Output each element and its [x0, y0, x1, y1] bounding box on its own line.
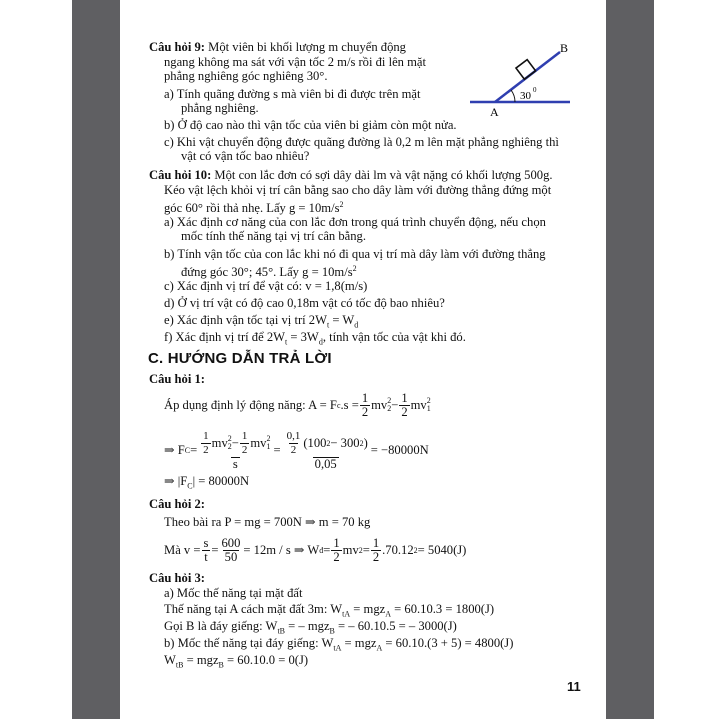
q10-part-b1: b) Tính vận tốc của con lắc khi nó đi qua vị trí mà dây làm với đường thẳng — [164, 247, 546, 261]
q9-line3: phẳng nghiêng góc nghiêng 30°. — [164, 69, 328, 83]
q10-part-c: c) Xác định vị trí để vật có: v = 1,8(m/s) — [164, 279, 368, 293]
viewer-frame-left — [72, 0, 120, 719]
angle-arc — [511, 90, 515, 102]
q9-part-c2: vật có vận tốc bao nhiêu? — [181, 149, 310, 163]
a1-force-eq: ⇒ F C = $\frac{1}{2}$ mv 2 2 − $\frac{1}{2}$ mv 2 1 s = $\frac{0,1}{2}$ (100 2 − 300 2 ) 0,05 = −80000N — [164, 429, 429, 471]
a3-part-b: b) Mốc thế năng tại đáy giếng: $W_{tA} = mgz_A = 60.10.(3 + 5) = 4800(J)$ — [164, 636, 514, 653]
angle-label: 30 — [520, 90, 531, 102]
a3-line2: Gọi B là đáy giếng: $W_{tB}$ = – mgz$_B$ = – 60.10.5 = – 3000(J) — [164, 619, 457, 636]
a1-heading: Câu hỏi 1: — [149, 372, 205, 386]
q10-part-a2: mốc tính thế năng tại vị trí cân bằng. — [181, 229, 367, 243]
viewer-frame-right — [606, 0, 654, 719]
label-a: A — [490, 105, 499, 119]
q10-part-a1: a) Xác định cơ năng của con lắc đơn trong quá trình chuyển động, nếu chọn — [164, 215, 546, 229]
block-on-incline — [516, 60, 536, 80]
label-b: B — [560, 41, 569, 55]
q10-part-b2: đứng góc 30°; 45°. Lấy $g = 10m/s^2$ — [181, 264, 357, 280]
a2-heading: Câu hỏi 2: — [149, 497, 205, 511]
incline-figure — [460, 38, 580, 120]
q9-part-c1: c) Khi vật chuyển động được quãng đường là 0,2 m lên mặt phẳng nghiêng thì — [164, 135, 559, 149]
q10-line2: Kéo vật lệch khỏi vị trí cân bằng sao cho dây làm với đường thẳng đứng một — [164, 183, 552, 197]
a1-abs-force: ⇒ $|F_C| = 80000N$ — [164, 474, 250, 491]
q10-line3: góc 60° rồi thả nhẹ. Lấy $g = 10m/s^2$ — [164, 200, 344, 216]
a1-work-energy-eq: Áp dụng định lý động năng: A = F c .s = $\frac{1}{2}$ mv 2 2 − $\frac{1}{2}$ mv 2 1 — [164, 390, 431, 419]
a3-heading: Câu hỏi 3: — [149, 571, 205, 585]
q10-part-d: d) Ở vị trí vật có độ cao 0,18m vật có tốc độ bao nhiêu? — [164, 296, 445, 310]
q10-line1: Câu hỏi 10: Một con lắc đơn có sợi dây dài lm và vật nặng có khối lượng 500g. — [149, 168, 553, 182]
a3-line4: $W_{tB} = mgz_B = 60.10.0 = 0(J)$ — [164, 653, 309, 670]
angle-degree: 0 — [533, 86, 537, 94]
q9-line2: ngang không ma sát với vận tốc 2 m/s rồi đi lên mặt — [164, 55, 426, 69]
a3-part-a: a) Mốc thế năng tại mặt đất — [164, 586, 303, 600]
q10-part-f: f) Xác định vị trí để $2W_t = 3W_d$, tính vận tốc của vật khi đó. — [164, 330, 466, 347]
q10-part-e: e) Xác định vận tốc tại vị trí $2W_t = W_d$ — [164, 313, 359, 330]
a2-line1: Theo bài ra P = mg = 700N ⇒ m = 70 kg — [164, 515, 371, 529]
page-number: 11 — [567, 679, 581, 694]
q9-part-a2: phẳng nghiêng. — [181, 101, 259, 115]
q9-part-a1: a) Tính quãng đường s mà viên bi đi được trên mặt — [164, 87, 421, 101]
q9-part-b: b) Ở độ cao nào thì vận tốc của viên bi giảm còn một nửa. — [164, 118, 457, 132]
a3-line1: Thế năng tại A cách mặt đất 3m: $W_{tA} = mgz_A = 60.10.3 = 1800(J)$ — [164, 602, 495, 619]
q9-line1: Câu hỏi 9: Một viên bi khối lượng m chuyển động — [149, 40, 406, 54]
section-title: C. HƯỚNG DẪN TRẢ LỜI — [148, 350, 332, 367]
a2-line2: Mà v = $\frac{s}{t}$ = $\frac{600}{50}$ = 12m / s ⇒ W đ = $\frac{1}{2}$ mv 2 = $\frac{1}{2}$ .70.12 2 = 5040(J) — [164, 535, 467, 564]
